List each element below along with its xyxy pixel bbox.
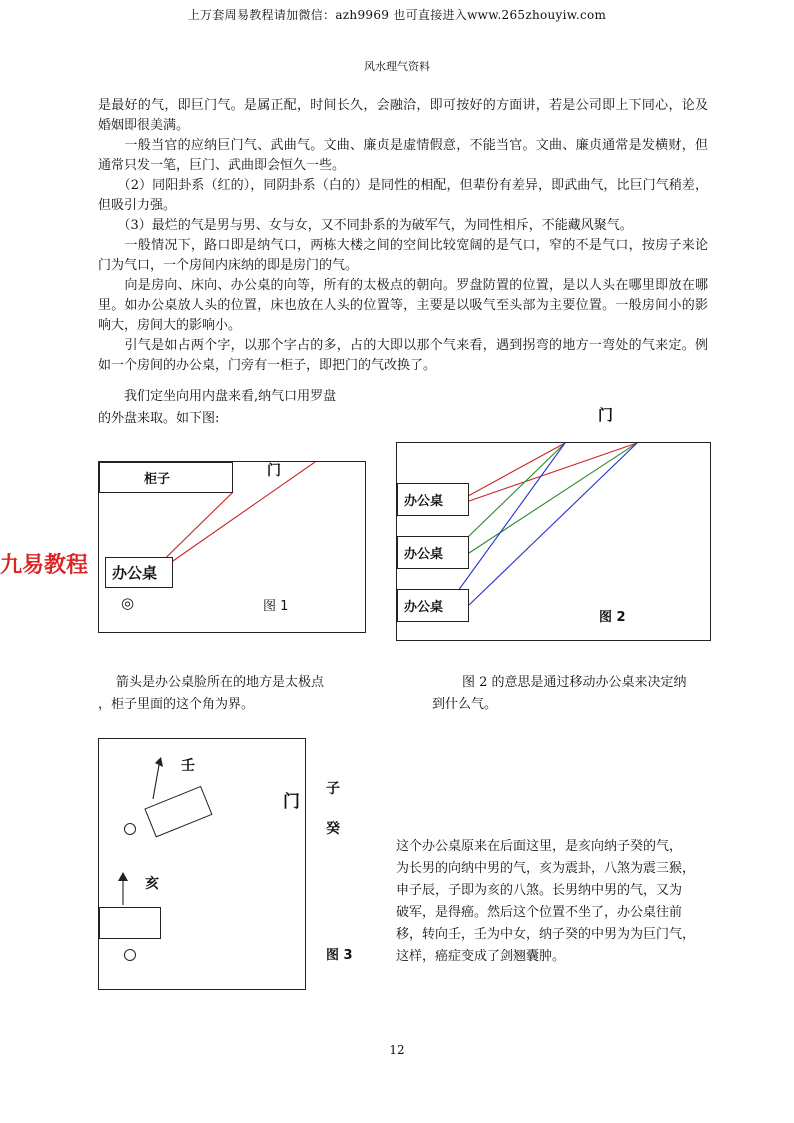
caption-1-line-2: ，柜子里面的这个角为界。	[98, 697, 255, 712]
figure-3-text	[396, 836, 712, 968]
fig3-text-line-3: 申子辰，子即为亥的八煞。长男纳中男的气，又为	[396, 883, 683, 898]
figure-2-label: 图 2	[599, 610, 626, 625]
door-label-fig2: 门	[598, 406, 614, 424]
figure-1	[98, 461, 366, 633]
page-number: 12	[389, 1043, 405, 1057]
gui-label: 癸	[326, 821, 340, 837]
desk-box-2: 办公桌	[397, 536, 469, 569]
figure-3-label-outside: 图 3	[326, 948, 353, 963]
paragraph-5: 一般情况下，路口即是纳气口，两栋大楼之间的空间比较宽阔的是气口，窄的不是气口，按房子来论门为气口，一个房间内床纳的即是房门的气。	[98, 238, 708, 273]
door-label-fig3: 门	[279, 787, 304, 812]
taiji-icon: ◎	[121, 594, 135, 612]
desk-box-1: 办公桌	[397, 483, 469, 516]
ren-label: 壬	[181, 758, 195, 774]
desk-rect-original	[99, 907, 161, 939]
intro-line-1: 我们定坐向用内盘来看,纳气口用罗盘	[98, 389, 337, 404]
fig3-text-line-1: 这个办公桌原来在后面这里，是亥向纳子癸的气，	[396, 839, 683, 854]
paragraph-1: 是最好的气，即巨门气。是属正配，时间长久，会融洽，即可按好的方面讲，若是公司即上下同心，论及婚姻即很美满。	[98, 98, 708, 133]
paragraph-4: （3）最烂的气是男与男、女与女，又不同卦系的为破军气，为同性相斥，不能藏风聚气。	[98, 218, 633, 233]
caption-2-line-2: 到什么气。	[432, 697, 498, 712]
paragraph-2: 一般当官的应纳巨门气、武曲气。文曲、廉贞是虚情假意，不能当官。文曲、廉贞通常是发横财，但通常只发一笔，巨门、武曲即会恒久一些。	[98, 138, 708, 173]
paragraph-3: （2）同阳卦系（红的），同阴卦系（白的）是同性的相配，但辈份有差异，即武曲气，比巨门气稍差，但吸引力强。	[98, 178, 708, 213]
hai-label: 亥	[145, 876, 159, 892]
taiji-circle-1	[124, 823, 136, 835]
zi-label: 子	[326, 781, 340, 797]
cabinet-box: 柜子	[99, 462, 233, 493]
paragraph-6: 向是房向、床向、办公桌的向等，所有的太极点的朝向。罗盘防置的位置，是以人头在哪里即放在哪里。如办公桌放人头的位置，床也放在人头的位置等，主要是以吸气至头部为主要位置。一般房间小的影响大，房间大的影响小。	[98, 278, 708, 333]
fig3-text-line-4: 破军，是得癌。然后这个位置不坐了，办公桌往前	[396, 905, 683, 920]
figure-2	[396, 442, 711, 641]
door-label: 门	[267, 463, 281, 479]
watermark: 九易教程	[0, 553, 89, 578]
caption-1-line-1: 箭头是办公桌脸所在的地方是太极点	[116, 675, 325, 690]
taiji-circle-2	[124, 949, 136, 961]
body-text	[98, 96, 708, 376]
page-header: 风水理气资料	[364, 60, 430, 73]
fig3-text-line-2: 为长男的向纳中男的气，亥为震卦，八煞为震三猴，	[396, 861, 696, 876]
desk-box-3: 办公桌	[397, 589, 469, 622]
top-banner: 上万套周易教程请加微信：azh9969 也可直接进入www.265zhouyiw.com	[187, 8, 607, 22]
figure-1-label: 图 1	[263, 599, 289, 614]
caption-2-line-1: 图 2 的意思是通过移动办公桌来决定纳	[462, 675, 687, 690]
desk-box: 办公桌	[105, 557, 173, 588]
figure-3	[98, 738, 306, 990]
fig3-text-line-6: 这样，癌症变成了剑翘囊肿。	[396, 949, 566, 964]
paragraph-7: 引气是如占两个字，以那个字占的多，占的大即以那个气来看，遇到拐弯的地方一弯处的气来定。例如一个房间的办公桌，门旁有一柜子，即把门的气改换了。	[98, 338, 708, 373]
intro-line-2: 的外盘来取。如下图:	[98, 411, 220, 426]
fig3-text-line-5: 移，转向壬，壬为中女，纳子癸的中男为为巨门气，	[396, 927, 696, 942]
